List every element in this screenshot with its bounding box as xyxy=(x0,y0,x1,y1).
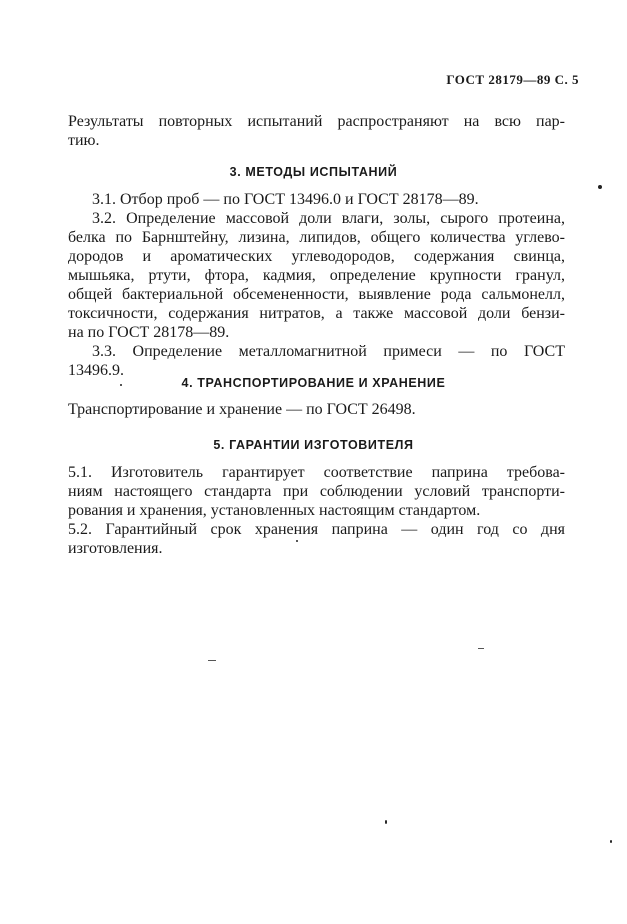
para-3-2-line-2: белка по Барнштейну, лизина, липидов, общего количества углево- xyxy=(68,229,565,246)
para-3-3-line-1: 3.3. Определение металломагнитной примеси — по ГОСТ xyxy=(92,343,565,360)
para-3-2-line-1: 3.2. Определение массовой доли влаги, золы, сырого протеина, xyxy=(92,210,565,227)
para-3-2-line-5: общей бактериальной обсемененности, выявление рода сальмонелл, xyxy=(68,286,565,303)
section-4-body xyxy=(68,400,565,419)
section-4-heading: 4. ТРАНСПОРТИРОВАНИЕ И ХРАНЕНИЕ xyxy=(181,376,446,390)
para-3-1: 3.1. Отбор проб — по ГОСТ 13496.0 и ГОСТ 28178—89. xyxy=(92,191,479,208)
section-3-body xyxy=(68,190,565,380)
section-5-body xyxy=(68,463,565,558)
para-5-2-line-1: 5.2. Гарантийный срок хранения паприна — один год со дня xyxy=(68,521,565,538)
section-3-heading: 3. МЕТОДЫ ИСПЫТАНИЙ xyxy=(229,165,398,179)
para-3-3-line-2: 13496.9. xyxy=(68,362,124,379)
para-5-1-line-3: рования и хранения, установленных настоящим стандартом. xyxy=(68,502,481,519)
section-5-heading: 5. ГАРАНТИИ ИЗГОТОВИТЕЛЯ xyxy=(213,438,414,452)
para-3-2-line-3: дородов и ароматических углеводородов, содержания свинца, xyxy=(68,248,565,265)
para-4: Транспортирование и хранение — по ГОСТ 26498. xyxy=(68,401,416,418)
para-3-2-line-4: мышьяка, ртути, фтора, кадмия, определение крупности гранул, xyxy=(68,267,565,284)
scan-speck xyxy=(598,185,602,189)
para-5-1-line-1: 5.1. Изготовитель гарантирует соответствие паприна требова- xyxy=(68,464,565,481)
scan-speck xyxy=(385,820,387,824)
intro-paragraph xyxy=(68,112,565,150)
scan-dash xyxy=(208,660,216,661)
scan-speck xyxy=(120,384,122,386)
intro-line-2: тию. xyxy=(68,132,100,149)
para-3-2-line-6: токсичности, содержания нитратов, а также массовой доли бензи- xyxy=(68,305,565,322)
intro-line-1: Результаты повторных испытаний распространяют на всю пар- xyxy=(68,113,565,130)
scan-speck xyxy=(610,840,612,843)
scan-speck xyxy=(296,540,298,542)
para-5-1-line-2: ниям настоящего стандарта при соблюдении условий транспорти- xyxy=(68,483,565,500)
para-3-2-line-7: на по ГОСТ 28178—89. xyxy=(68,324,230,341)
para-5-2-line-2: изготовления. xyxy=(68,540,163,557)
scan-dash xyxy=(478,648,484,649)
running-head: ГОСТ 28179—89 С. 5 xyxy=(446,72,579,87)
